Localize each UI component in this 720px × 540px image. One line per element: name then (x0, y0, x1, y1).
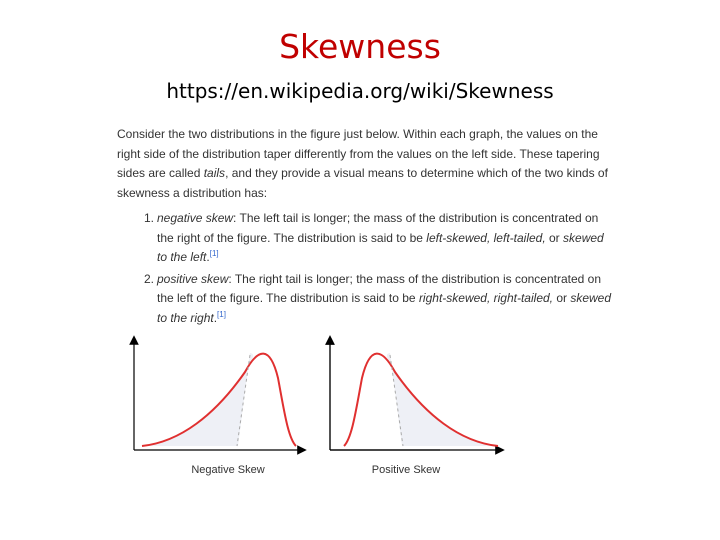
negative-skew-end: . (206, 250, 210, 264)
skew-list (117, 209, 612, 328)
citation-link[interactable]: [1] (209, 249, 219, 258)
negative-skew-emphasis-2: skewed to the left (157, 230, 604, 264)
list-item-positive-skew (117, 270, 612, 329)
positive-skew-end: . (213, 310, 218, 325)
negative-skew-shade (142, 353, 253, 446)
intro-text-1: Consider the two distributions in the figure just below. Within each graph, the values on the right side of the distribution taper differently from the values on the left side. These tapering sides are called (117, 127, 600, 180)
negative-skew-plot (134, 340, 302, 450)
negative-skew-emphasis: left-skewed, left-tailed, (426, 230, 546, 245)
caption-positive-skew: Positive Skew (371, 464, 441, 476)
intro-term-tails: tails (203, 166, 226, 180)
intro-paragraph (117, 125, 612, 203)
citation-link[interactable]: [1] (217, 309, 226, 319)
positive-skew-emphasis-2: skewed to the right (157, 291, 612, 325)
slide-title: Skewness (279, 27, 441, 66)
intro-text-2: , and they provide a visual means to determine which of the two kinds of skewness a distribution has: (117, 166, 608, 200)
source-url[interactable]: https://en.wikipedia.org/wiki/Skewness (166, 79, 554, 103)
list-number: 2. (144, 271, 155, 286)
positive-skew-text-2: or (553, 291, 571, 305)
term-positive-skew: positive skew (157, 271, 229, 286)
term-negative-skew: negative skew (157, 211, 234, 225)
positive-skew-shade (387, 353, 498, 446)
caption-negative-skew: Negative Skew (191, 464, 265, 476)
positive-skew-emphasis: right-skewed, right-tailed, (418, 291, 553, 305)
negative-skew-text: : The left tail is longer; the mass of the distribution is concentrated on the right of the figure. The distribution is said to be (157, 211, 599, 245)
list-item-negative-skew (117, 209, 612, 268)
positive-skew-text: : The right tail is longer; the mass of the distribution is concentrated on the left of the figure. The distribution is said to be (157, 271, 602, 305)
negative-skew-text-2: or (545, 230, 564, 245)
list-number: 1. (144, 211, 155, 225)
